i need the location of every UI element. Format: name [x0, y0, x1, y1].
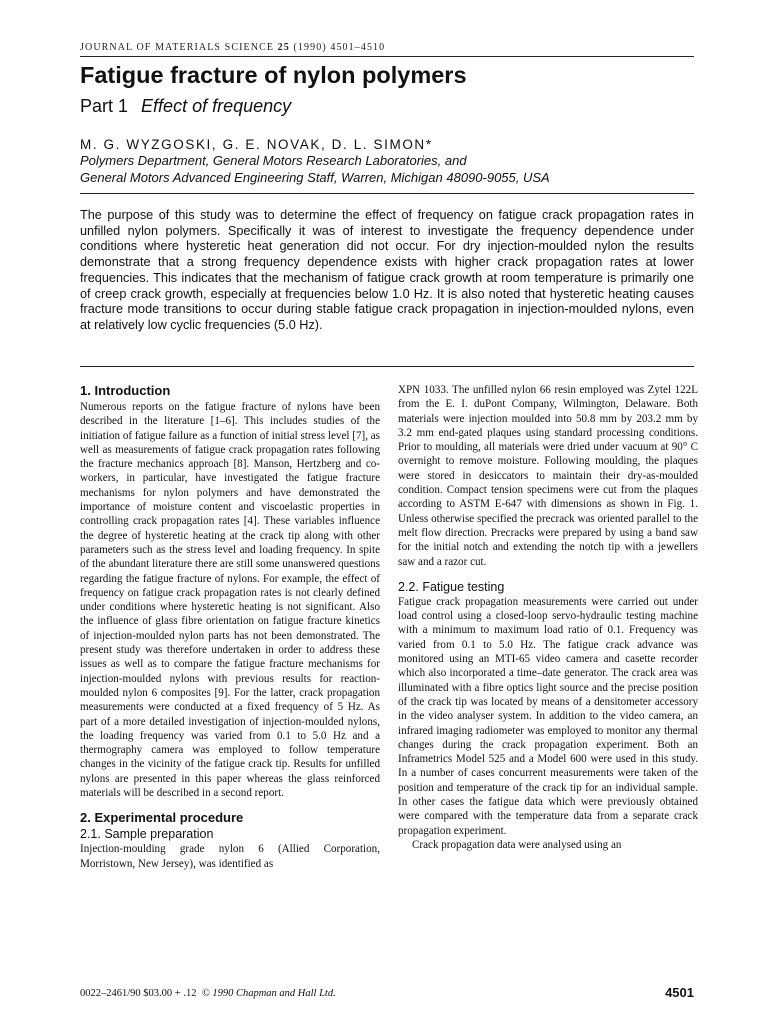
sample-preparation-paragraph-cont: XPN 1033. The unfilled nylon 66 resin employed was Zytel 122L from the E. I. duPont Company, Wilmington, Delaware. Both materials were injection moulded into 50.8 mm by 203.2 mm by 3.2 mm end-gated plaques using standard processing conditions. Prior to moulding, all materials were dried under vacuum at 90° C overnight to remove moisture. Following moulding, the plaques were stored in desiccators to maintain their dry-as-moulded condition. Compact tension specimens were cut from the plaques according to ASTM E-647 with dimensions as shown in Fig. 1. Unless otherwise specified the precrack was oriented parallel to the melt flow direction. Precracks were prepared by using a band saw for the initial notch and extending the notch tip with a jewellers saw and a razor cut.: [398, 384, 698, 568]
abstract-bottom-rule: [80, 366, 694, 367]
introduction-paragraph: Numerous reports on the fatigue fracture of nylons have been described in the literature [1–6]. This includes studies of the initiation of fatigue failure as a function of initial stress level [7], as well as measurements of fatigue crack propagation rates following the fracture mechanics approach [8]. Manson, Hertzberg and co-workers, in particular, have investigated the fatigue fracture mechanisms for nylon polymers and have demonstrated the importance of moisture content and viscoelastic properties in controlling crack propagation rates [4]. These variables influence the degree of hysteretic heating at the crack tip along with other parameters such as the stress level and loading frequency. In spite of the abundant literature there are still some unanswered questions regarding the fatigue fracture of nylons. For example, the effect of frequency on fatigue crack propagation rates is not clearly defined under conditions where hysteretic heating is not significant. Also the influence of glass fibre orientation on fatigue fracture kinetics of injection-moulded nylon parts has not been demonstrated. The present study was therefore undertaken in order to address these issues as well as to compare the fatigue fracture mechanisms for injection-moulded nylons with previous results for reaction-moulded nylon 6 composites [9]. For the latter, crack propagation measurements were conducted at a fixed frequency of 5 Hz. As part of a more detailed investigation of injection-moulded nylons, the loading frequency was varied from 0.1 to 5.0 Hz and a thermography camera was employed to follow temperature changes in the vicinity of the fatigue crack tip. Results for unfilled nylons are presented in this paper whereas the glass reinforced materials will be described in a second report.: [80, 401, 380, 800]
header-rule: [80, 56, 694, 57]
page-number: 4501: [665, 985, 694, 1000]
footer-citation: [80, 988, 336, 999]
footer-copyright: © 1990 Chapman and Hall Ltd.: [201, 988, 336, 999]
author-list: M. G. WYZGOSKI, G. E. NOVAK, D. L. SIMON*: [80, 137, 433, 152]
article-part: [80, 96, 694, 117]
journal-name: JOURNAL OF MATERIALS SCIENCE: [80, 42, 275, 53]
abstract-top-rule: [80, 193, 694, 194]
introduction-heading: 1. Introduction: [80, 383, 171, 398]
journal-header: [80, 42, 694, 53]
journal-volume: 25: [277, 42, 290, 53]
sample-preparation-paragraph-start: Injection-moulding grade nylon 6 (Allied Corporation, Morristown, New Jersey), was identified as: [80, 843, 380, 870]
right-column: [398, 383, 698, 852]
journal-year: (1990): [293, 42, 327, 53]
fatigue-testing-paragraph: Fatigue crack propagation measurements were carried out under load control using a closed-loop servo-hydraulic testing machine with a minimum to maximum load ratio of 0.1. Frequency was varied from 0.1 to 5.0 Hz. The fatigue crack advance was monitored using an MTI-65 video camera and casette recorder which also incorporated a time–date generator. The crack area was illuminated with a fibre optics light source and the precise position of the crack tip was located by means of a densitometer accessory in the video analyser system. In addition to the video camera, an infrared imaging radiometer was employed to monitor any thermal changes during the crack propagation experiment. Both an Inframetrics Model 525 and a Model 600 were used in this study. In a number of cases concurrent measurements were taken of the position and temperature of the crack tip for an individual sample. In other cases the fatigue data which were previously obtained were compared with the temperature data from a separate crack propagation experiment.: [398, 595, 698, 837]
affiliation-line-1: Polymers Department, General Motors Research Laboratories, and: [80, 153, 467, 168]
experimental-heading: 2. Experimental procedure: [80, 810, 244, 826]
article-title: Fatigue fracture of nylon polymers: [80, 62, 467, 88]
affiliation-line-2: General Motors Advanced Engineering Staff, Warren, Michigan 48090-9055, USA: [80, 170, 550, 185]
footer-code: 0022–2461/90 $03.00 + .12: [80, 988, 197, 999]
analysis-paragraph-start: Crack propagation data were analysed using an: [412, 838, 622, 851]
left-column: [80, 383, 380, 871]
article-subtitle: Effect of frequency: [141, 96, 292, 116]
abstract: The purpose of this study was to determine the effect of frequency on fatigue crack propagation rates in unfilled nylon polymers. Specifically it was of interest to investigate the frequency dependence under conditions where hysteretic heat generation did not occur. For dry injection-moulded nylon the results demonstrate that a strong frequency dependence exists with higher crack propagation rates at lower frequencies. This indicates that the mechanism of fatigue crack growth at room temperature is primarily one of creep crack growth, especially at frequencies below 1.0 Hz. It is also noted that hysteretic heating causes fracture mode transitions to occur during stable fatigue crack propagation in injection-moulded nylons, even at relatively low cyclic frequencies (5.0 Hz).: [80, 208, 694, 332]
fatigue-testing-heading: 2.2. Fatigue testing: [398, 579, 505, 594]
journal-pages: 4501–4510: [330, 42, 386, 53]
part-label: Part 1: [80, 96, 129, 116]
sample-preparation-heading: 2.1. Sample preparation: [80, 827, 214, 842]
